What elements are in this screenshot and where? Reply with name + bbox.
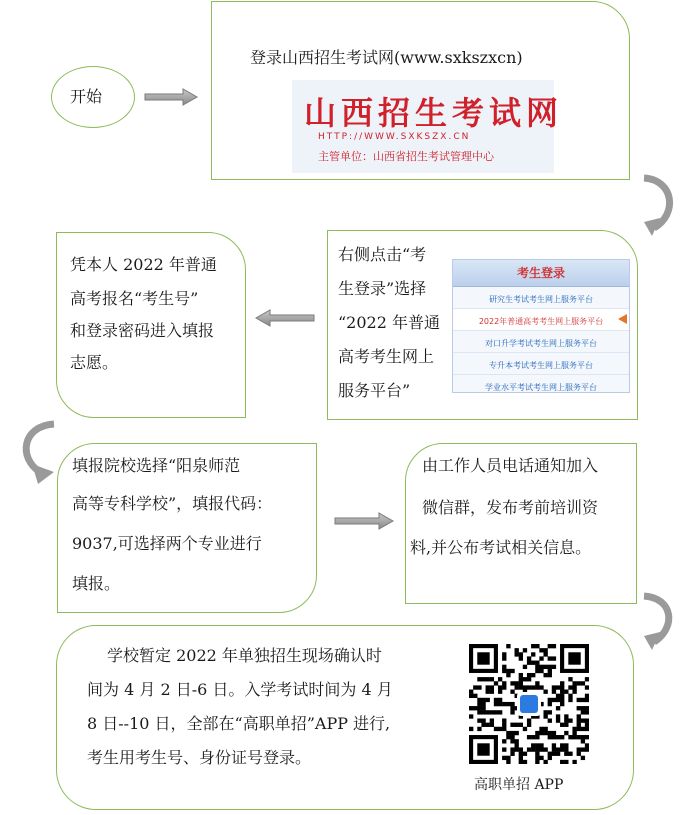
- login-panel: [452, 259, 630, 393]
- step1-box: [211, 1, 630, 180]
- login-panel-item-label: 研究生考试考生网上服务平台: [489, 295, 593, 304]
- step2-line-4: 高考考生网上: [338, 347, 435, 366]
- login-panel-header: [453, 260, 629, 287]
- step6-line-1: 学校暂定 2022 年单独招生现场确认时: [107, 646, 382, 665]
- login-panel-item[interactable]: [453, 331, 629, 353]
- step6-box: [56, 625, 634, 810]
- arrow-start-to-step1: [143, 86, 199, 108]
- step6-line-2: 间为 4 月 2 日-6 日。入学考试时间为 4 月: [87, 680, 393, 699]
- step2-line-1: 右侧点击“考: [338, 245, 427, 264]
- step3-box: [56, 232, 246, 418]
- step5-line-1: 由工作人员电话通知加入: [422, 456, 599, 475]
- step6-line-3: 8 日--10 日，全部在“高职单招”APP 进行,: [87, 714, 391, 733]
- step2-box: [327, 230, 638, 420]
- step5-line-3: 料,并公布考试相关信息。: [410, 538, 592, 557]
- arrow-step3-to-step4: [14, 418, 62, 488]
- login-panel-item-label: 对口升学考试考生网上服务平台: [485, 339, 597, 348]
- step4-line-2: 高等专科学校”，填报代码：: [72, 494, 273, 513]
- start-label: 开始: [70, 87, 103, 106]
- site-logo: [292, 80, 564, 173]
- step4-line-1: 填报院校选择“阳泉师范: [72, 456, 241, 475]
- logo-title: 山西招生考试网: [304, 94, 564, 132]
- step4-line-4: 填报。: [72, 574, 121, 593]
- step4-line-3: 9037,可选择两个专业进行: [72, 534, 262, 553]
- step2-line-5: 服务平台”: [338, 381, 411, 400]
- start-node: [51, 66, 135, 128]
- step2-line-3: “2022 年普通: [338, 313, 440, 332]
- arrow-step2-to-step3: [254, 307, 316, 329]
- qr-caption: 高职单招 APP: [474, 777, 564, 793]
- login-panel-item-selected[interactable]: [453, 309, 629, 331]
- step1-text: 登录山西招生考试网(www.sxkszxcn): [250, 48, 523, 67]
- step2-line-2: 生登录”选择: [338, 279, 427, 298]
- logo-sponsor: 主管单位：山西省招生考试管理中心: [318, 150, 494, 163]
- arrow-step4-to-step5: [333, 510, 395, 532]
- step5-box: [405, 443, 637, 604]
- step3-line-3: 和登录密码进入填报: [70, 321, 215, 340]
- login-panel-title: 考生登录: [516, 266, 565, 280]
- login-panel-item-label: 2022年普通高考考生网上服务平台: [478, 317, 604, 326]
- step4-box: [57, 443, 317, 613]
- step5-line-2: 微信群，发布考前培训资: [422, 498, 599, 517]
- login-panel-item[interactable]: [453, 353, 629, 375]
- logo-url: HTTP://WWW.SXKSZX.CN: [318, 132, 471, 142]
- step6-line-4: 考生用考生号、身份证号登录。: [87, 748, 312, 767]
- qr-code: [469, 644, 589, 764]
- login-panel-item-label: 专升本考试考生网上服务平台: [489, 361, 593, 370]
- login-panel-item[interactable]: [453, 287, 629, 309]
- login-panel-item-label: 学业水平考试考生网上服务平台: [485, 383, 597, 392]
- step3-line-2: 高考报名“考生号”: [70, 289, 199, 308]
- arrow-step5-to-step6: [640, 590, 680, 656]
- step3-line-1: 凭本人 2022 年普通: [70, 255, 217, 274]
- arrow-step1-to-step2: [640, 172, 680, 242]
- step3-line-4: 志愿。: [70, 353, 119, 372]
- login-panel-item[interactable]: [453, 375, 629, 395]
- pointer-arrow-icon: [618, 314, 627, 324]
